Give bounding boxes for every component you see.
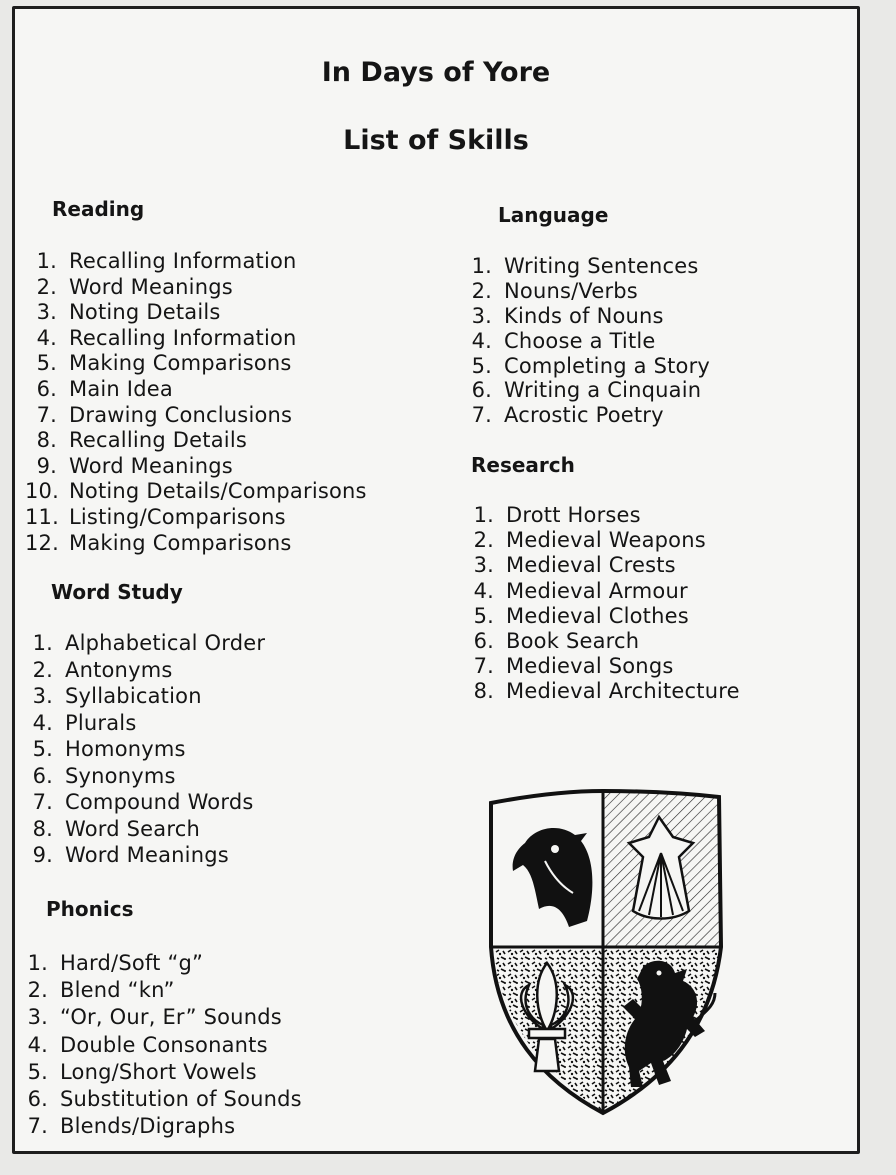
skill-item bbox=[468, 279, 710, 304]
skill-number: 8. bbox=[32, 816, 53, 841]
skill-label: Recalling Details bbox=[69, 428, 248, 453]
skill-number: 8. bbox=[473, 679, 494, 704]
skill-item bbox=[18, 977, 302, 1004]
skill-label: Making Comparisons bbox=[69, 530, 292, 555]
skill-label: Alphabetical Order bbox=[65, 631, 266, 655]
skill-label: Antonyms bbox=[65, 657, 173, 682]
skill-label: Substitution of Sounds bbox=[60, 1086, 302, 1111]
research-skills-list bbox=[470, 503, 740, 705]
skill-number: 2. bbox=[473, 528, 494, 553]
skill-number: 1. bbox=[32, 631, 53, 655]
skill-number: 8. bbox=[36, 428, 57, 453]
skill-item bbox=[23, 816, 265, 843]
skill-item bbox=[23, 710, 265, 737]
skill-item bbox=[470, 503, 740, 528]
scallop-shell-icon bbox=[615, 803, 715, 943]
skill-number: 9. bbox=[32, 843, 53, 867]
skill-label: Drott Horses bbox=[506, 503, 641, 527]
skill-label: Blends/Digraphs bbox=[60, 1114, 236, 1139]
section-heading-word-study: Word Study bbox=[51, 580, 183, 604]
skill-item bbox=[23, 683, 265, 710]
phonics-skills-list bbox=[18, 950, 302, 1140]
skill-number: 3. bbox=[32, 684, 53, 708]
skill-number: 3. bbox=[36, 300, 57, 325]
skill-item bbox=[470, 654, 740, 679]
skill-item bbox=[23, 763, 265, 790]
skill-label: Recalling Information bbox=[69, 249, 297, 273]
skill-label: Completing a Story bbox=[504, 353, 711, 378]
skill-number: 1. bbox=[473, 503, 494, 527]
skill-item bbox=[468, 378, 710, 403]
skill-number: 9. bbox=[36, 453, 57, 478]
skill-label: Nouns/Verbs bbox=[504, 278, 638, 303]
skill-number: 6. bbox=[471, 378, 492, 403]
skill-number: 1. bbox=[27, 951, 48, 975]
skill-number: 7. bbox=[471, 403, 492, 428]
heraldic-shield-icon bbox=[483, 781, 727, 1117]
skill-label: Long/Short Vowels bbox=[60, 1059, 257, 1084]
skill-label: “Or, Our, Er” Sounds bbox=[60, 1005, 282, 1030]
skill-item bbox=[468, 254, 710, 279]
skill-item bbox=[470, 553, 740, 578]
skill-number: 5. bbox=[36, 351, 57, 376]
section-heading-research: Research bbox=[471, 453, 575, 477]
skill-number: 7. bbox=[36, 402, 57, 427]
skill-item bbox=[468, 329, 710, 354]
skill-item bbox=[470, 528, 740, 553]
skill-label: Choose a Title bbox=[504, 328, 656, 353]
skill-number: 1. bbox=[36, 249, 57, 273]
skill-label: Blend “kn” bbox=[60, 978, 175, 1003]
skill-label: Noting Details/Comparisons bbox=[69, 479, 367, 504]
skill-item bbox=[25, 249, 367, 275]
skill-item bbox=[470, 579, 740, 604]
skill-item bbox=[470, 604, 740, 629]
skill-label: Noting Details bbox=[69, 300, 221, 325]
skill-item bbox=[18, 1059, 302, 1086]
skill-label: Drawing Conclusions bbox=[69, 402, 293, 427]
skill-label: Writing a Cinquain bbox=[504, 378, 702, 403]
skill-item bbox=[468, 403, 710, 428]
skill-label: Word Search bbox=[65, 816, 200, 841]
skill-number: 6. bbox=[36, 376, 57, 401]
skill-label: Synonyms bbox=[65, 763, 176, 788]
skill-label: Acrostic Poetry bbox=[504, 403, 664, 428]
skill-item bbox=[23, 842, 265, 869]
skill-item bbox=[470, 679, 740, 704]
skill-number: 6. bbox=[473, 628, 494, 653]
skill-item bbox=[25, 300, 367, 326]
word-study-skills-list bbox=[23, 630, 265, 869]
skill-number: 2. bbox=[27, 978, 48, 1003]
skill-label: Compound Words bbox=[65, 790, 254, 814]
skill-item bbox=[23, 657, 265, 684]
skill-number: 10. bbox=[25, 479, 59, 504]
skill-number: 5. bbox=[471, 353, 492, 378]
skill-label: Plurals bbox=[65, 710, 137, 735]
skill-item bbox=[468, 304, 710, 329]
skill-number: 7. bbox=[473, 654, 494, 679]
skill-number: 3. bbox=[471, 303, 492, 328]
skill-item bbox=[18, 1086, 302, 1113]
skill-number: 4. bbox=[36, 325, 57, 350]
skill-number: 12. bbox=[25, 530, 59, 555]
skill-item bbox=[18, 1032, 302, 1059]
skill-label: Word Meanings bbox=[65, 843, 229, 867]
skill-label: Word Meanings bbox=[69, 453, 233, 478]
skill-item bbox=[25, 403, 367, 429]
skill-item bbox=[18, 1004, 302, 1031]
skill-number: 11. bbox=[25, 504, 59, 529]
language-skills-list bbox=[468, 254, 710, 428]
skill-number: 5. bbox=[473, 603, 494, 628]
skill-label: Book Search bbox=[506, 628, 640, 653]
skill-item bbox=[25, 326, 367, 352]
skill-number: 5. bbox=[27, 1059, 48, 1084]
skill-item bbox=[25, 454, 367, 480]
skill-number: 2. bbox=[32, 657, 53, 682]
skill-item bbox=[18, 950, 302, 977]
reading-skills-list bbox=[25, 249, 367, 556]
skill-item bbox=[18, 1113, 302, 1140]
skill-item bbox=[23, 630, 265, 657]
skill-number: 7. bbox=[32, 790, 53, 814]
skill-label: Medieval Architecture bbox=[506, 679, 740, 704]
skill-number: 2. bbox=[471, 278, 492, 303]
skill-number: 4. bbox=[471, 328, 492, 353]
skill-item bbox=[23, 736, 265, 763]
skill-item bbox=[25, 479, 367, 505]
section-heading-language: Language bbox=[498, 203, 609, 227]
skill-label: Recalling Information bbox=[69, 325, 297, 350]
skill-label: Listing/Comparisons bbox=[69, 504, 286, 529]
skill-item bbox=[25, 377, 367, 403]
skill-item bbox=[25, 275, 367, 301]
skill-number: 4. bbox=[27, 1032, 48, 1057]
skill-item bbox=[470, 629, 740, 654]
skill-label: Writing Sentences bbox=[504, 254, 699, 278]
skill-number: 1. bbox=[471, 254, 492, 278]
skill-number: 6. bbox=[32, 763, 53, 788]
skill-item bbox=[25, 531, 367, 557]
skill-number: 7. bbox=[27, 1114, 48, 1139]
skill-label: Main Idea bbox=[69, 376, 173, 401]
worksheet-page bbox=[12, 6, 860, 1154]
skill-label: Homonyms bbox=[65, 737, 186, 761]
skill-label: Medieval Crests bbox=[506, 553, 676, 578]
skill-label: Word Meanings bbox=[69, 274, 233, 299]
skill-item bbox=[468, 354, 710, 379]
section-heading-reading: Reading bbox=[52, 197, 145, 221]
section-heading-phonics: Phonics bbox=[46, 897, 134, 921]
eagle-head-icon bbox=[513, 828, 593, 927]
skill-label: Kinds of Nouns bbox=[504, 303, 664, 328]
skill-item bbox=[23, 789, 265, 816]
skill-label: Medieval Weapons bbox=[506, 528, 706, 553]
page-subtitle: List of Skills bbox=[343, 125, 529, 156]
skill-number: 4. bbox=[473, 578, 494, 603]
skill-label: Hard/Soft “g” bbox=[60, 951, 204, 975]
skill-label: Syllabication bbox=[65, 684, 202, 708]
skill-number: 4. bbox=[32, 710, 53, 735]
skill-number: 5. bbox=[32, 737, 53, 761]
skill-item bbox=[25, 428, 367, 454]
skill-number: 6. bbox=[27, 1086, 48, 1111]
skill-label: Medieval Songs bbox=[506, 654, 674, 679]
page-title: In Days of Yore bbox=[321, 57, 551, 88]
skill-number: 3. bbox=[27, 1005, 48, 1030]
skill-label: Medieval Clothes bbox=[506, 603, 689, 628]
skill-number: 3. bbox=[473, 553, 494, 578]
skill-label: Medieval Armour bbox=[506, 578, 688, 603]
skill-item bbox=[25, 505, 367, 531]
skill-label: Making Comparisons bbox=[69, 351, 292, 376]
skill-label: Double Consonants bbox=[60, 1032, 268, 1057]
skill-item bbox=[25, 351, 367, 377]
skill-number: 2. bbox=[36, 274, 57, 299]
